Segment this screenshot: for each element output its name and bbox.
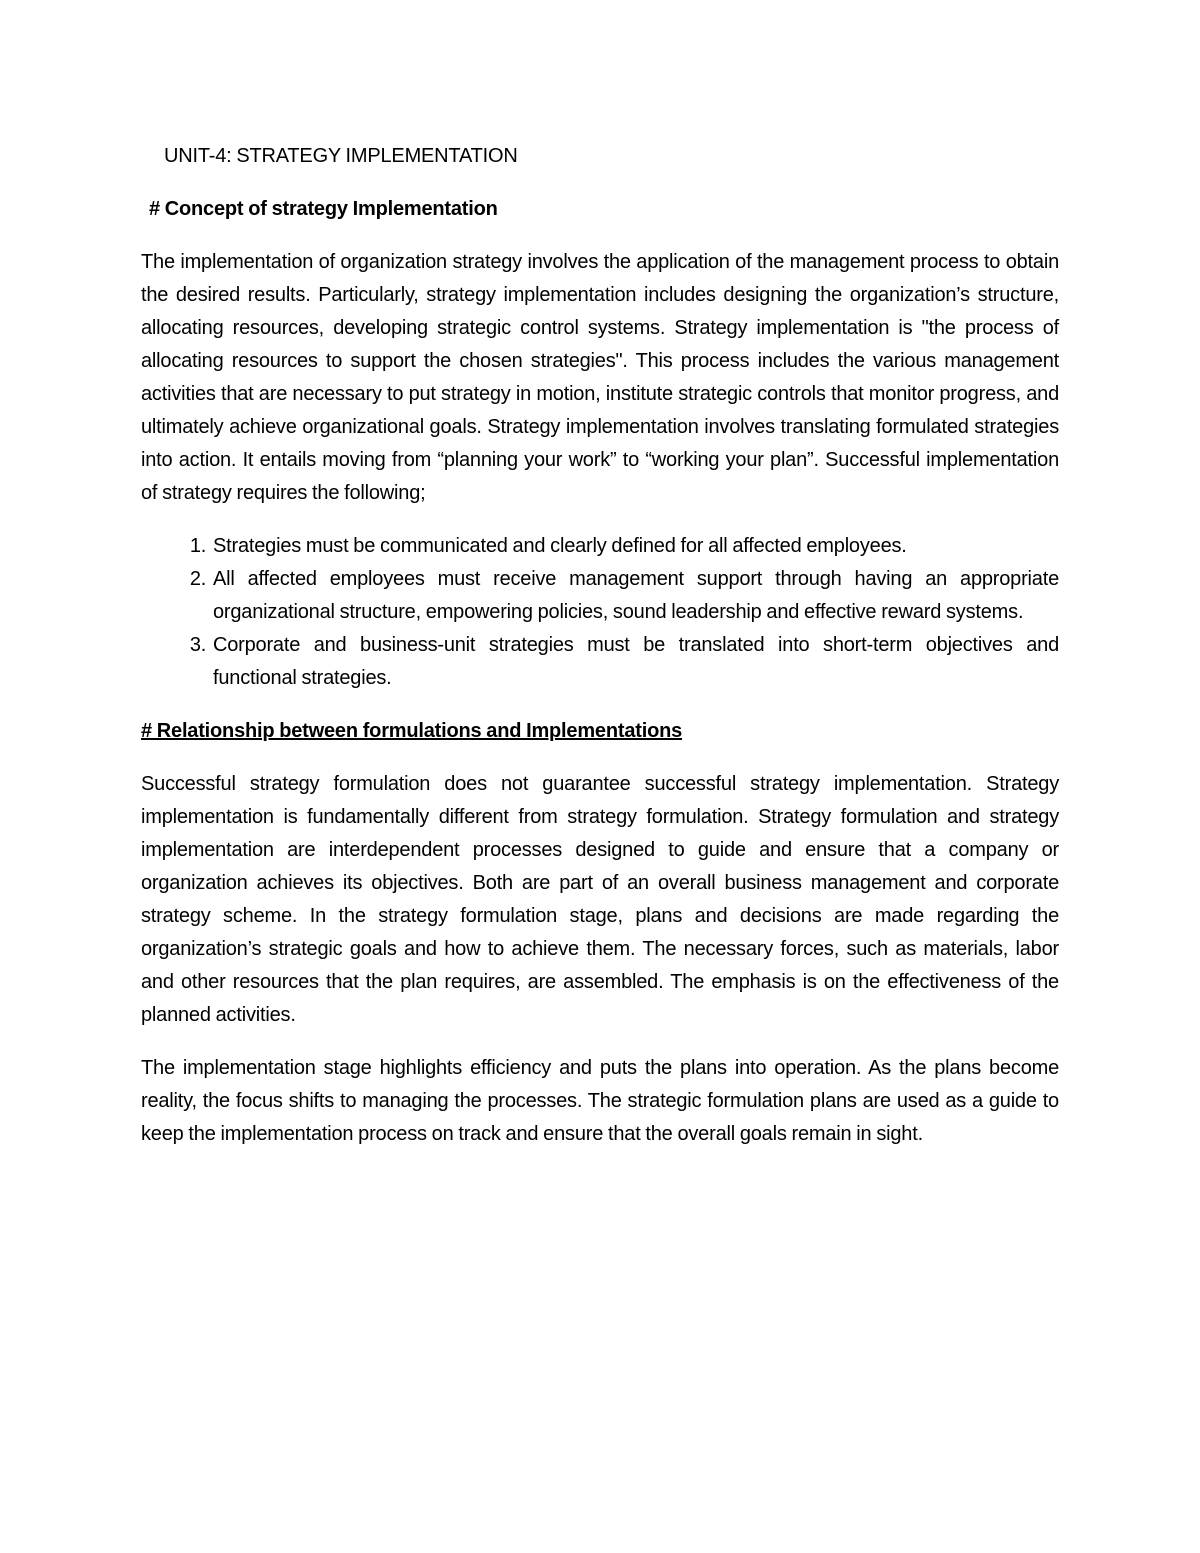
relationship-paragraph-1: Successful strategy formulation does not guarantee successful strategy implementation. Strategy implementation is fundamentally different from strategy formulation. Strategy formulation and strategy implementation are interdependent processes designed to guide and ensure that a company or organization achieves its objectives. Both are part of an overall business management and corporate strategy scheme. In the strategy formulation stage, plans and decisions are made regarding the organization’s strategic goals and how to achieve them. The necessary forces, such as materials, labor and other resources that the plan requires, are assembled. The emphasis is on the effectiveness of the planned activities.: [141, 773, 1059, 1026]
document-body: [141, 140, 1059, 1171]
list-item: 1. Strategies must be communicated and clearly defined for all affected employees.: [211, 530, 1059, 563]
relationship-paragraph-2: The implementation stage highlights efficiency and puts the plans into operation. As the plans become reality, the focus shifts to managing the processes. The strategic formulation plans are used as a guide to keep the implementation process on track and ensure that the overall goals remain in sight.: [141, 1057, 1059, 1145]
section-heading-concept: # Concept of strategy Implementation: [149, 198, 498, 220]
list-item: 2. All affected employees must receive management support through having an appropriate organizational structure, empowering policies, sound leadership and effective reward systems.: [211, 563, 1059, 629]
list-item: 3. Corporate and business-unit strategies must be translated into short-term objectives and functional strategies.: [211, 629, 1059, 695]
section-heading-relationship: # Relationship between formulations and Implementations: [141, 720, 683, 742]
unit-title: UNIT-4: STRATEGY IMPLEMENTATION: [164, 145, 518, 167]
requirements-list: [141, 530, 1059, 695]
concept-paragraph: The implementation of organization strategy involves the application of the management process to obtain the desired results. Particularly, strategy implementation includes designing the organization’s structure, allocating resources, developing strategic control systems. Strategy implementation is "the process of allocating resources to support the chosen strategies". This process includes the various management activities that are necessary to put strategy in motion, institute strategic controls that monitor progress, and ultimately achieve organizational goals. Strategy implementation involves translating formulated strategies into action. It entails moving from “planning your work” to “working your plan”. Successful implementation of strategy requires the following;: [141, 251, 1059, 504]
